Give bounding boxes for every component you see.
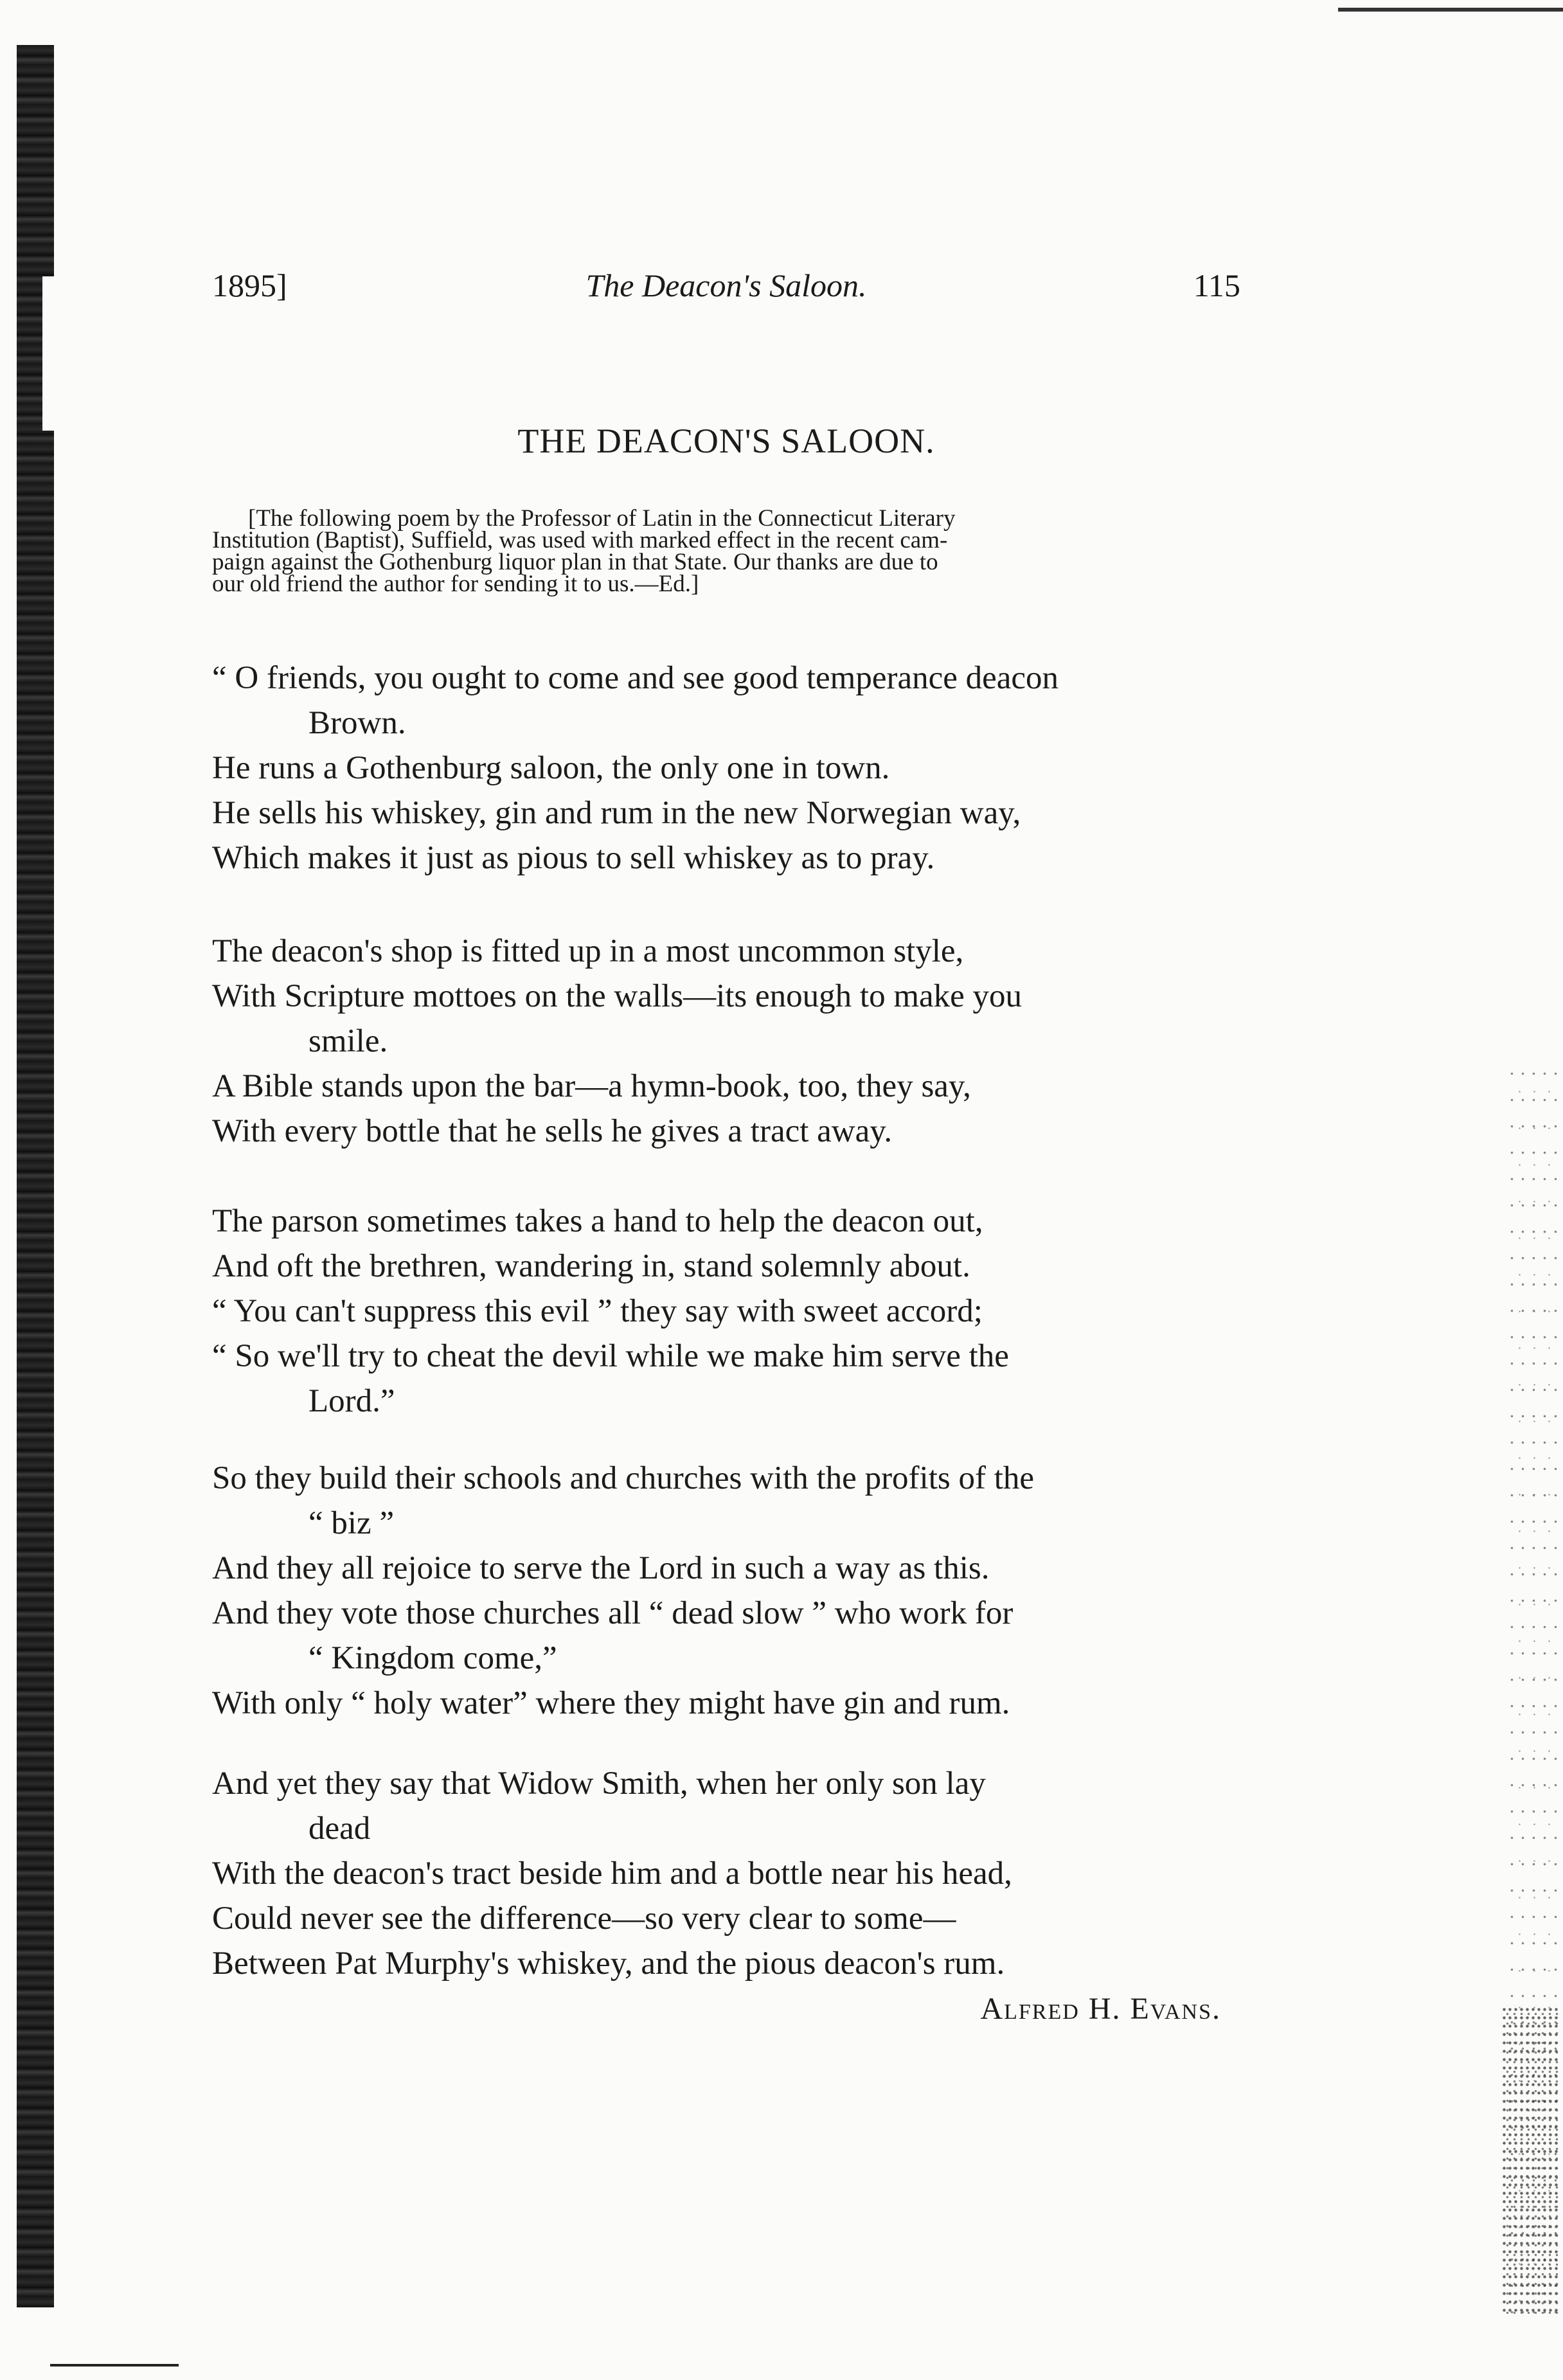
- poem-line: So they build their schools and churches with the profits of the: [212, 1460, 1035, 1496]
- header-year: 1895]: [212, 267, 287, 303]
- poem-line: He runs a Gothenburg saloon, the only one in town.: [212, 750, 890, 786]
- poem-line: “ You can't suppress this evil ” they say with sweet accord;: [212, 1293, 983, 1329]
- poem-line: “ So we'll try to cheat the devil while we make him serve the: [212, 1338, 1009, 1374]
- top-edge-rule: [1338, 8, 1563, 12]
- editor-note-line: paign against the Gothenburg liquor plan in that State. Our thanks are due to: [212, 549, 938, 575]
- poem-line: He sells his whiskey, gin and rum in the new Norwegian way,: [212, 795, 1021, 831]
- editor-note-line: Institution (Baptist), Suffield, was used with marked effect in the recent cam-: [212, 527, 948, 553]
- poem-line-continuation: Brown.: [308, 705, 406, 741]
- poem-line: And oft the brethren, wandering in, stand solemnly about.: [212, 1248, 970, 1284]
- poem-line: “ O friends, you ought to come and see good temperance deacon: [212, 660, 1059, 696]
- poem-line: Could never see the difference—so very clear to some—: [212, 1901, 956, 1937]
- poem-line: And yet they say that Widow Smith, when her only son lay: [212, 1766, 986, 1802]
- poem-line: The parson sometimes takes a hand to help the deacon out,: [212, 1203, 983, 1239]
- editor-note-line: our old friend the author for sending it to us.—Ed.]: [212, 571, 699, 597]
- poem-line: The deacon's shop is fitted up in a most uncommon style,: [212, 933, 964, 969]
- running-header: [212, 267, 1240, 318]
- poem-stanza-1: [212, 656, 1260, 881]
- poem-line: With only “ holy water” where they might have gin and rum.: [212, 1685, 1010, 1721]
- spine-tail-rule: [50, 2364, 179, 2367]
- poem-line: Between Pat Murphy's whiskey, and the pious deacon's rum.: [212, 1946, 1005, 1982]
- editor-note-line: [The following poem by the Professor of Latin in the Connecticut Literary: [248, 505, 956, 532]
- poem-line: Which makes it just as pious to sell whiskey as to pray.: [212, 840, 935, 876]
- header-page-number: 115: [1193, 267, 1240, 303]
- poem-line: With Scripture mottoes on the walls—its enough to make you: [212, 978, 1023, 1014]
- poem-line: And they all rejoice to serve the Lord in such a way as this.: [212, 1550, 990, 1586]
- author-attribution: Alfred H. Evans.: [980, 1992, 1221, 2026]
- poem-line-continuation: “ biz ”: [308, 1505, 395, 1541]
- page-edge-dense-specks: [1501, 2005, 1559, 2314]
- poem-stanza-3: [212, 1199, 1260, 1424]
- poem-line-continuation: Lord.”: [308, 1383, 395, 1419]
- poem-line: A Bible stands upon the bar—a hymn-book, too, they say,: [212, 1068, 971, 1104]
- poem-stanza-4: [212, 1456, 1260, 1726]
- poem-line: With the deacon's tract beside him and a bottle near his head,: [212, 1856, 1012, 1892]
- poem-line: With every bottle that he sells he gives a tract away.: [212, 1113, 893, 1149]
- poem-line-continuation: dead: [308, 1811, 371, 1847]
- poem-stanza-2: [212, 929, 1260, 1154]
- article-title: THE DEACON'S SALOON.: [517, 422, 935, 460]
- poem-line-continuation: smile.: [308, 1023, 388, 1059]
- header-running-title: The Deacon's Saloon.: [585, 267, 867, 303]
- editor-note: [212, 505, 1240, 597]
- poem-stanza-5: [212, 1761, 1260, 1986]
- poem-line-continuation: “ Kingdom come,”: [308, 1640, 557, 1676]
- poem-line: And they vote those churches all “ dead slow ” who work for: [212, 1595, 1014, 1631]
- spine-notch: [42, 276, 62, 431]
